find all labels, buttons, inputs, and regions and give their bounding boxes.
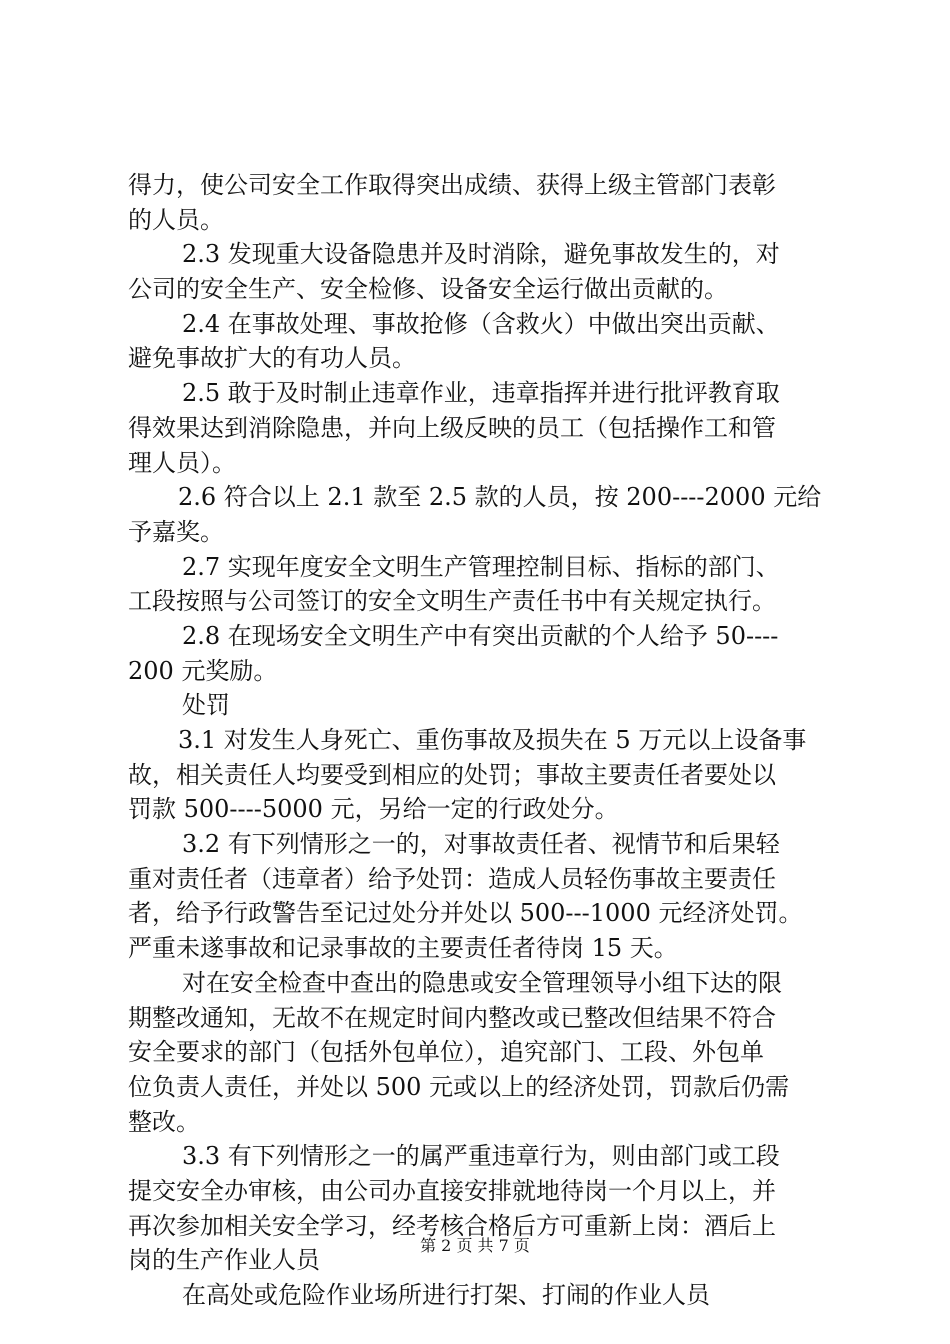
page-number-label: 第 2 页 共 7 页 [420, 1236, 530, 1255]
text-line: 者，给予行政警告至记过处分并处以 500---1000 元经济处罚。 [128, 899, 803, 928]
text-line: 公司的安全生产、安全检修、设备安全运行做出贡献的。 [128, 275, 728, 304]
text-line: 严重未遂事故和记录事故的主要责任者待岗 15 天。 [128, 934, 678, 963]
text-line: 2.8 在现场安全文明生产中有突出贡献的个人给予 50---- [182, 621, 779, 650]
text-line: 予嘉奖。 [128, 517, 224, 546]
text-line: 罚款 500----5000 元，另给一定的行政处分。 [128, 795, 619, 824]
text-line: 2.4 在事故处理、事故抢修（含救火）中做出突出贡献、 [182, 309, 780, 338]
text-line: 避免事故扩大的有功人员。 [128, 344, 416, 373]
text-line: 再次参加相关安全学习，经考核合格后方可重新上岗：酒后上 [128, 1211, 776, 1240]
text-line: 期整改通知，无故不在规定时间内整改或已整改但结果不符合 [128, 1003, 776, 1032]
text-line: 2.3 发现重大设备隐患并及时消除，避免事故发生的，对 [182, 240, 780, 269]
text-line: 对在安全检查中查出的隐患或安全管理领导小组下达的限 [182, 968, 782, 997]
text-line: 2.5 敢于及时制止违章作业，违章指挥并进行批评教育取 [182, 379, 780, 408]
page-footer [0, 1236, 950, 1256]
text-line: 3.2 有下列情形之一的，对事故责任者、视情节和后果轻 [182, 830, 780, 859]
text-line: 的人员。 [128, 205, 224, 234]
section-heading: 处罚 [182, 691, 230, 720]
text-line: 重对责任者（违章者）给予处罚：造成人员轻伤事故主要责任 [128, 864, 776, 893]
text-line: 2.6 符合以上 2.1 款至 2.5 款的人员，按 200----2000 元给 [178, 483, 822, 512]
text-line: 得效果达到消除隐患，并向上级反映的员工（包括操作工和管 [128, 413, 776, 442]
text-line: 位负责人责任，并处以 500 元或以上的经济处罚，罚款后仍需 [128, 1072, 790, 1101]
text-line: 岗的生产作业人员 [128, 1246, 320, 1275]
text-line: 理人员）。 [128, 448, 236, 477]
text-line: 200 元奖励。 [128, 656, 278, 685]
document-body [128, 168, 838, 1313]
text-line: 工段按照与公司签订的安全文明生产责任书中有关规定执行。 [128, 587, 776, 616]
text-line: 2.7 实现年度安全文明生产管理控制目标、指标的部门、 [182, 552, 780, 581]
text-line: 3.1 对发生人身死亡、重伤事故及损失在 5 万元以上设备事 [178, 726, 807, 754]
text-line: 整改。 [128, 1107, 200, 1136]
text-line: 3.3 有下列情形之一的属严重违章行为，则由部门或工段 [182, 1142, 780, 1171]
text-line: 提交安全办审核，由公司办直接安排就地待岗一个月以上，并 [128, 1176, 776, 1205]
text-line: 安全要求的部门（包括外包单位），追究部门、工段、外包单 [128, 1038, 764, 1067]
text-line: 在高处或危险作业场所进行打架、打闹的作业人员 [182, 1281, 710, 1309]
text-line: 得力，使公司安全工作取得突出成绩、获得上级主管部门表彰 [128, 171, 776, 199]
text-line: 故，相关责任人均要受到相应的处罚；事故主要责任者要处以 [128, 760, 776, 789]
